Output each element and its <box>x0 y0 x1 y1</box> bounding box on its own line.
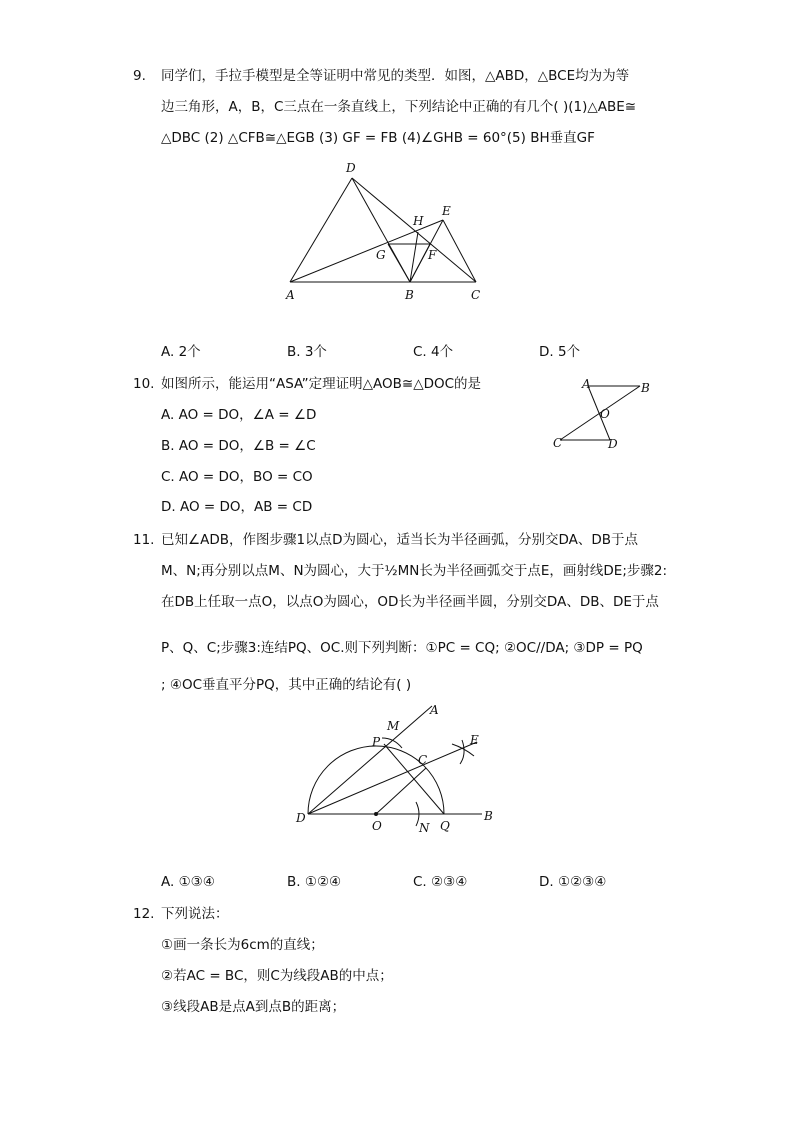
point-label-A: A <box>582 377 591 391</box>
point-label-E: E <box>470 733 479 747</box>
point-label-O: O <box>372 819 382 833</box>
question-number: 11. <box>133 532 155 548</box>
point-label-C: C <box>418 753 428 767</box>
point-label-D: D <box>346 161 356 175</box>
option-a[interactable]: A. ①③④ <box>161 874 215 890</box>
option-d[interactable]: D. ①②③④ <box>539 874 607 890</box>
point-label-O: O <box>600 407 610 421</box>
option-b[interactable]: B. ①②④ <box>287 874 342 890</box>
option-a[interactable]: A. AO = DO，∠A = ∠D <box>161 407 317 423</box>
question-text-line: M、N;再分别以点M、N为圆心，大于½MN长为半径画弧交于点E，画射线DE;步骤2: <box>161 563 668 579</box>
option-c[interactable]: C. 4个 <box>413 344 454 360</box>
option-b[interactable]: B. AO = DO，∠B = ∠C <box>161 438 316 454</box>
question-number: 10. <box>133 376 155 392</box>
option-b[interactable]: B. 3个 <box>287 344 327 360</box>
point-label-P: P <box>372 735 381 749</box>
question-text-line: 边三角形，A，B，C三点在一条直线上，下列结论中正确的有几个( )(1)△ABE≅ <box>161 99 637 115</box>
point-label-E: E <box>442 204 451 218</box>
point-label-C: C <box>471 288 481 302</box>
point-label-C: C <box>553 436 563 450</box>
point-label-D: D <box>296 811 306 825</box>
point-label-A: A <box>430 703 439 717</box>
option-d[interactable]: D. 5个 <box>539 344 581 360</box>
option-d[interactable]: D. AO = DO，AB = CD <box>161 499 313 515</box>
q9-geometry-figure <box>280 158 500 308</box>
statement-item: ①画一条长为6cm的直线； <box>161 937 324 953</box>
question-number: 9. <box>133 68 146 84</box>
option-c[interactable]: C. AO = DO，BO = CO <box>161 469 313 485</box>
question-text-line: P、Q、C;步骤3:连结PQ、OC.则下列判断：①PC = CQ; ②OC//DA; ③DP = PQ <box>161 640 643 656</box>
point-label-D: D <box>608 437 618 451</box>
question-text-line: 已知∠ADB，作图步骤1以点D为圆心，适当长为半径画弧，分别交DA、DB于点 <box>161 532 639 548</box>
point-label-M: M <box>387 719 400 733</box>
point-label-H: H <box>413 214 424 228</box>
question-text-line: 如图所示，能运用“ASA”定理证明△AOB≅△DOC的是 <box>161 376 482 392</box>
statement-item: ②若AC = BC，则C为线段AB的中点； <box>161 968 393 984</box>
statement-item: ③线段AB是点A到点B的距离； <box>161 999 346 1015</box>
question-text-line: 下列说法： <box>161 906 229 922</box>
point-label-Q: Q <box>440 819 450 833</box>
question-text-line: △DBC (2) △CFB≅△EGB (3) GF = FB (4)∠GHB = 60°(5) BH垂直GF <box>161 130 595 146</box>
option-a[interactable]: A. 2个 <box>161 344 201 360</box>
point-label-N: N <box>419 821 430 835</box>
point-label-G: G <box>376 248 386 262</box>
question-number: 12. <box>133 906 155 922</box>
point-label-A: A <box>286 288 295 302</box>
question-text-line: ; ④OC垂直平分PQ，其中正确的结论有( ) <box>161 677 412 693</box>
point-label-F: F <box>428 248 437 262</box>
point-label-B: B <box>405 288 414 302</box>
q10-geometry-figure <box>548 376 658 452</box>
question-text-line: 同学们，手拉手模型是全等证明中常见的类型．如图，△ABD，△BCE均为为等 <box>161 68 630 84</box>
option-c[interactable]: C. ②③④ <box>413 874 468 890</box>
point-label-B: B <box>484 809 493 823</box>
center-point-o <box>374 812 378 816</box>
point-label-B: B <box>641 381 650 395</box>
question-text-line: 在DB上任取一点O，以点O为圆心，OD长为半径画半圆，分别交DA、DB、DE于点 <box>161 594 659 610</box>
q11-geometry-figure <box>292 698 502 838</box>
